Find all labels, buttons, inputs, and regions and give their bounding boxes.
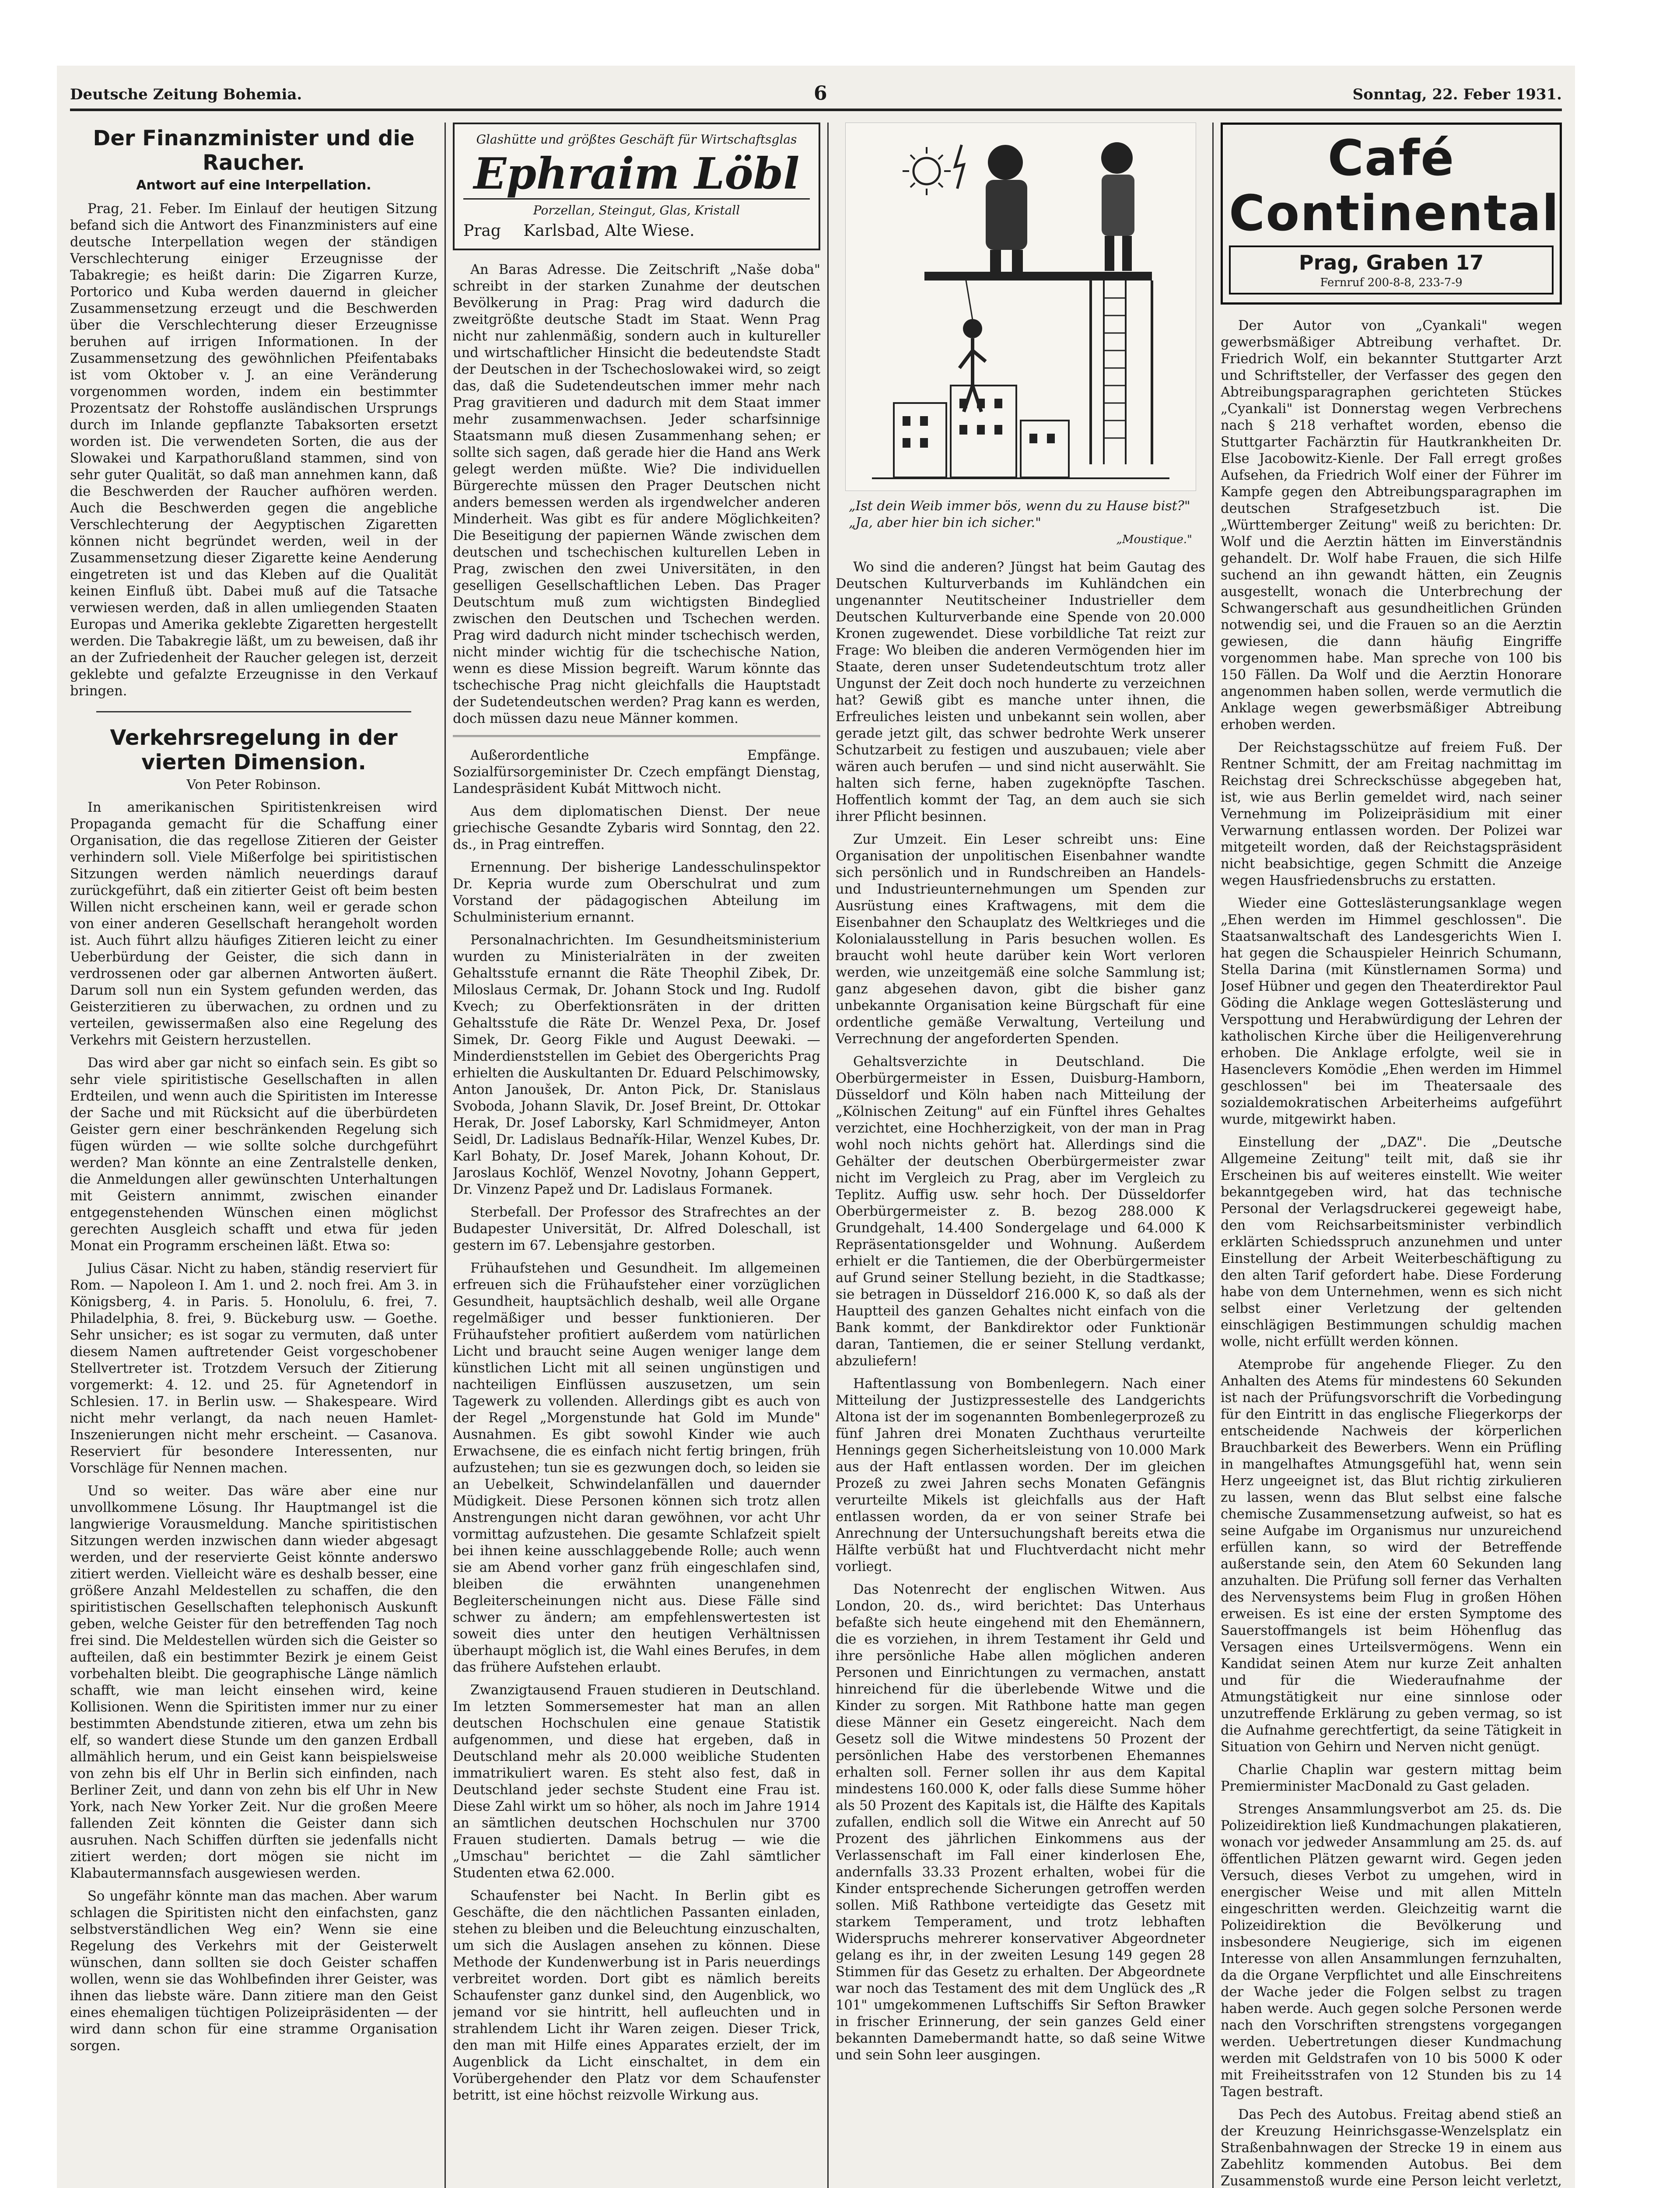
news-item: Gehaltsverzichte in Deutschland. Die Oberbürgermeister in Essen, Duisburg-Hamborn, Düsseldorf und Köln haben nach Mitteilung der „Kölnischen Zeitung" auf ein Fünftel ihres Gehaltes verzichtet, eine Hochherzigkeit, von der man in Prag wohl noch nichts gehört hat. Allerdings sind die Gehälter der deutschen Oberbürgermeister zwar nicht im Vergleich zu Prag, aber im Vergleich zu Teplitz. Auffig usw. sehr hoch. Der Düsseldorfer Oberbürgermeister z. B. bezog 288.000 K Grundgehalt, 14.400 Sondergelage und 64.000 K Repräsentationsgelder und Wohnung. Außerdem erhielt er die Tantiemen, die der Oberbürgermeister auf Grund seiner Stellung bezieht, in die Stadtkasse; sie betragen in Düsseldorf 216.000 K, so daß als der Hauptteil des ganzen Gehaltes nicht einfach von die Bank kommt, der Bankdirektor oder Funktionär daran, Tantiemen, die er seiner Stellung verdankt, abzuliefern! bbox=[836, 1054, 1205, 1369]
news-item: Aus dem diplomatischen Dienst. Der neue griechische Gesandte Zybaris wird Sonntag, den 22. ds., in Prag eintreffen. bbox=[453, 804, 820, 852]
article-byline: Von Peter Robinson. bbox=[186, 777, 321, 792]
ad-street: Karlsbad, Alte Wiese. bbox=[523, 222, 695, 240]
news-item: Ernennung. Der bisherige Landesschulinspektor Dr. Kepria wurde zum Oberschulrat und zum Vorstand der pädagogischen Abteilung im Schulministerium ernannt. bbox=[453, 860, 820, 925]
news-item: Sterbefall. Der Professor des Strafrechtes an der Budapester Universität, Dr. Alfred Doleschall, ist gestern im 67. Lebensjahre gestorben. bbox=[453, 1205, 820, 1253]
cartoon-caption: „Ist dein Weib immer bös, wenn du zu Hause bist?" „Ja, aber hier bin ich sicher." bbox=[849, 498, 1190, 530]
cafe-phone: Fernruf 200-8-8, 233-7-9 bbox=[1320, 276, 1463, 289]
article-divider bbox=[96, 711, 411, 712]
news-item: Wieder eine Gotteslästerungsanklage wegen „Ehen werden im Himmel geschlossen". Die Staatsanwaltschaft des Landesgerichts Wien I. hat gegen die Schauspieler Heinrich Schumann, Stella Darina (mit Künstlernamen Sorma) und Josef Hübner und gegen den Theaterdirektor Paul Göding die Anklage wegen Gotteslästerung und Verspottung und Herabwürdigung der Lehren der katholischen Kirche über die Heiligenverehrung erhoben. Die Anklage erfolgte, weil sie in Hasenclevers Komödie „Ehen werden im Himmel geschlossen" bei im Theatersaale des sozialdemokratischen Arbeiterheims aufgeführt wurde, mitgewirkt haben. bbox=[1221, 896, 1562, 1127]
news-item: Das Pech des Autobus. Freitag abend stieß an der Kreuzung Heinrichsgasse-Wenzelsplatz ein Straßenbahnwagen der Strecke 19 in einem aus Zabehlitz kommenden Autobus. Bei dem Zusammenstoß wurde eine Person leicht verletzt, bbox=[1221, 2107, 1562, 2188]
advertisement-loebl bbox=[453, 123, 820, 250]
news-item: Zur Umzeit. Ein Leser schreibt uns: Eine Organisation der unpolitischen Eisenbahner wandte sich persönlich und in Rundschreiben an Handels- und Industrieunternehmungen um Spenden zur Ausrüstung eines Kraftwagens, mit dem die Eisenbahner den Schauplatz des Weltkrieges und die Kolonialausstellung in Paris besuchen wollen. Es braucht wohl heute darüber kein Wort verloren werden, wie unzeitgemäß eine solche Sammlung ist; ganz abgesehen davon, gibt die bisher ganz unbekannte Organisation keine Bürgschaft für eine ordentliche gemäße Verwaltung, Verteilung und Verrechnung der angeforderten Spenden. bbox=[836, 832, 1205, 1047]
ad-products: Porzellan, Steingut, Glas, Kristall bbox=[533, 203, 740, 217]
cafe-address-box bbox=[1229, 245, 1554, 295]
article-title: Der Finanzminister und die Raucher. bbox=[93, 126, 415, 175]
news-item: Der Reichstagsschütze auf freiem Fuß. Der Rentner Schmitt, der am Freitag nachmittag im Reichstag drei Schreckschüsse abgegeben hat, ist, wie aus Berlin gemeldet wird, nach seiner Vernehmung im Polizeipräsidium mit einer Verwarnung entlassen worden. Der Polizei war mitgeteilt worden, daß der Reichstagspräsident nicht beabsichtige, gegen Schmitt die Anzeige wegen Hausfriedensbruchs zu erstatten. bbox=[1221, 740, 1562, 888]
item-divider bbox=[453, 735, 820, 737]
news-item: Das Notenrecht der englischen Witwen. Aus London, 20. ds., wird berichtet: Das Unterhaus befaßte sich heute eingehend mit den Ehemännern, die es vorziehen, in ihrem Testament ihr Geld und ihre persönliche Habe allen möglichen anderen Personen und Einrichtungen zu vermachen, anstatt hinreichend für die überlebende Witwe und die Kinder zu sorgen. Mit Rathbone hatte man gegen diese Männer ein Gesetz eingereicht. Nach dem Gesetz soll die Witwe mindestens 50 Prozent der persönlichen Habe des verstorbenen Ehemannes erhalten soll. Ferner sollen ihr aus dem Kapital mindestens 160.000 K, oder falls diese Summe höher als 50 Prozent des Kapitals ist, die Hälfte des Kapitals zufallen, endlich soll die Witwe ein Anrecht auf 50 Prozent des jährlichen Einkommens aus der Verlassenschaft im Fall einer kinderlosen Ehe, andernfalls 33.33 Prozent erhalten, wobei für die Kinder entsprechende Sicherungen getroffen werden sollen. Miß Rathbone verteidigte das Gesetz mit starkem Temperament, und trotz lebhaften Widerspruchs mehrerer konservativer Abgeordneter gelang es ihr, in der zweiten Lesung 149 gegen 28 Stimmen für das Gesetz zu erhalten. Der Abgeordnete war noch das Testament des mit dem Unglück des „R 101" umgekommenen Luftschiffs Sir Sefton Brawker in frischer Erinnerung, der sein ganzes Geld einer bekannten Damebermandt hatte, so daß seine Witwe und sein Sohn leer ausgingen. bbox=[836, 1582, 1205, 2063]
column-rule bbox=[1212, 123, 1214, 2188]
column-3 bbox=[836, 123, 1205, 2188]
news-item: Wo sind die anderen? Jüngst hat beim Gautag des Deutschen Kulturverbands im Kuhländchen ein ungenannter Neutitscheiner Industrieller dem Deutschen Kulturverbande eine Spende von 20.000 Kronen zugewendet. Diese vorbildliche Tat reizt zur Frage: Wo bleiben die anderen Vermögenden hier im Staate, deren unser Sudetendeutschtum trotz aller Ungunst der Zeit doch noch hunderte zu verzeichnen hat? Gewiß gibt es manche unter ihnen, die Erfreuliches leisten und unbekannt sein wollen, aber gerade jetzt gilt, das schwer bedrohte Werk unserer Schutzarbeit zu festigen und auszubauen; viele aber wären auch berufen — und sind nicht auserwählt. Sie halten sich ferne, haben zugeknöpfte Taschen. Hoffentlich kommt der Tag, an dem auch sie sich ihrer Pflicht besinnen. bbox=[836, 560, 1205, 824]
column-rule bbox=[827, 123, 829, 2188]
column-1 bbox=[70, 123, 438, 2188]
news-item: Außerordentliche Empfänge. Sozialfürsorgeminister Dr. Czech empfängt Dienstag, Landespräsident Kubát Mittwoch nicht. bbox=[453, 748, 820, 796]
article-paragraph: So ungefähr könnte man das machen. Aber warum schlagen die Spiritisten nicht den einfachsten, ganz selbstverständlichen Weg ein? Wenn sie eine Regelung des Verkehrs mit der Geisterwelt wünschen, dann sollten sie doch Geister schaffen wollen, wenn sie das Wohlbefinden ihrer Geister, was ihnen das liebste wäre. Dann zitiere man den Geist eines ehemaligen tüchtigen Polizeipräsidenten — der wird dann schon für eine stramme Organisation sorgen. bbox=[70, 1889, 438, 2054]
news-item: Charlie Chaplin war gestern mittag beim Premierminister MacDonald zu Gast geladen. bbox=[1221, 1762, 1562, 1794]
ad-tagline: Glashütte und größtes Geschäft für Wirtschaftsglas bbox=[476, 132, 797, 147]
article-paragraph: In amerikanischen Spiritistenkreisen wird Propaganda gemacht für die Schaffung einer Organisation, die das regellose Zitieren der Geister verhindern soll. Viele Mißerfolge bei spiritistischen Sitzungen werden nämlich neuerdings darauf zurückgeführt, daß ein zitierter Geist oft beim besten Willen nicht erscheinen kann, weil er gerade schon von einer anderen Gesellschaft herangeholt worden ist. Auch führt allzu häufiges Zitieren leicht zu einer Ueberbürdung der Geister, die sich dann in verdrossenen oder gar albernen Antworten äußert. Darum soll nun ein System gefunden werden, das Geisterzitieren zu überwachen, zu ordnen und zu verteilen, gewissermaßen also eine Regelung des Verkehrs mit Geistern herzustellen. bbox=[70, 800, 438, 1048]
news-item: An Baras Adresse. Die Zeitschrift „Naše doba" schreibt in der starken Zunahme der deutschen Bevölkerung in Prag: Prag wird dadurch die zweitgrößte deutsche Stadt im Staat. Wenn Prag nicht nur zahlenmäßig, sondern auch in kultureller und wirtschaftlicher Hinsicht die bedeutendste Stadt der Deutschen in der Tschechoslowakei wird, so zeigt das, daß die Sudetendeutschen immer mehr nach Prag gravitieren und dadurch mit dem Staat immer mehr zusammenwachsen. Jeder scharfsinnige Staatsmann muß diesen Zusammenhang sehen; er sollte sich sagen, daß gerade hier die Hand ans Werk gelegt werden müßte. Wie? Die individuellen Bürgerechte müssen den Prager Deutschen nicht anders bemessen werden als irgendwelcher anderen Minderheit. Was gibt es für andere Möglichkeiten? Die Beseitigung der papiernen Wände zwischen dem deutschen und tschechischen kulturellen Leben in Prag, zwischen den zwei Universitäten, in den geselligen Gesellschaftlichen Leben. Das Prager Deutschtum muß zum wichtigsten Bindeglied zwischen den Deutschen und Tschechen werden. Prag wird dadurch nicht minder tschechisch werden, nicht minder wichtig für die tschechische Nation, wenn es diese Mission begreift. Warum könnte das tschechische Prag nicht gleichfalls die Hauptstadt der Sudetendeutschen werden? Prag kann es werden, doch müssen dazu neue Männer kommen. bbox=[453, 262, 820, 726]
column-2 bbox=[453, 123, 820, 2188]
page-header bbox=[70, 82, 1562, 111]
article-paragraph: Julius Cäsar. Nicht zu haben, ständig reserviert für Rom. — Napoleon I. Am 1. und 2. noch frei. Am 3. in Königsberg, 4. in Paris. 5. Honolulu, 6. frei, 7. Philadelphia, 8. frei, 9. Bückeburg usw. — Goethe. Sehr unsicher; es ist sogar zu vermuten, daß unter diesem Namen auftretender Geist vorgeschobener Stellvertreter ist. Trotzdem Versuch der Zitierung vorgemerkt: 4. 12. und 25. für Agnetendorf in Schlesien. 17. in Berlin usw. — Shakespeare. Wird nicht mehr verlangt, da nach neuen Hamlet-Inszenierungen nicht mehr erscheint. — Casanova. Reserviert für besondere Interessenten, nur Vorschläge für Nennen machen. bbox=[70, 1261, 438, 1476]
column-rule bbox=[444, 123, 446, 2188]
news-item: Einstellung der „DAZ". Die „Deutsche Allgemeine Zeitung" teilt mit, daß sie ihr Erscheinen bis auf weiteres einstellt. Wie weiter bekanntgegeben wird, hat das technische Personal der Verlagsdruckerei gegeweigt habe, den vom Reichsarbeitsminister verbindlich erklärten Schiedsspruch anzunehmen und unter Einstellung der Arbeit Weiterbeschäftigung zu den alten Tarif gefordert habe. Diese Forderung habe von dem Unternehmen, wenn es sich nicht selbst einer Verletzung der geltenden einschlägigen Bestimmungen schuldig machen wolle, nicht erfüllt werden können. bbox=[1221, 1135, 1562, 1350]
cartoon bbox=[836, 123, 1205, 546]
advertisement-cafe-continental bbox=[1221, 123, 1562, 305]
news-item: Personalnachrichten. Im Gesundheitsministerium wurden zu Ministerialräten in der zweiten Gehaltsstufe ernannt die Räte Theophil Zibek, Dr. Miloslaus Cermak, Dr. Johann Stock und Ing. Rudolf Kvech; zu Oberfektionsräten in der dritten Gehaltsstufe die Räte Dr. Wenzel Pexa, Dr. Josef Simek, Dr. Georg Fikle und August Deewaki. — Minderdienststellen im Gebiet des Obergerichts Prag erhielten die Auskultanten Dr. Eduard Pelschimowsky, Anton Janoušek, Dr. Anton Pick, Dr. Stanislaus Svoboda, Johann Slavik, Dr. Josef Breint, Dr. Ottokar Herak, Dr. Josef Laborsky, Karl Schmidmeyer, Anton Seidl, Dr. Ladislaus Bednařík-Hilar, Wenzel Kubes, Dr. Karl Bohaty, Dr. Josef Marek, Johann Kohout, Dr. Jaroslaus Kochlöf, Wenzel Novotny, Johann Geppert, Dr. Vinzenz Papež und Dr. Ladislaus Formanek. bbox=[453, 933, 820, 1197]
news-item: Der Autor von „Cyankali" wegen gewerbsmäßiger Abtreibung verhaftet. Dr. Friedrich Wolf, ein bekannter Stuttgarter Arzt und Schriftsteller, der Verfasser des gegen den Abtreibungsparagraphen gerichteten Stückes „Cyankali" ist Donnerstag wegen Verbrechens nach § 218 verhaftet worden, ebenso die Stuttgarter Fachärztin für Hautkrankheiten Dr. Else Jacobowitz-Kienle. Der Fall erregt großes Aufsehen, da Friedrich Wolf einer der Führer im Kampfe gegen den Abtreibungsparagraphen im deutschen Strafgesetzbuch ist. Die „Württemberger Zeitung" weiß zu berichten: Dr. Wolf und die Aerztin hätten im Einverständnis gehandelt. Dr. Wolf habe Frauen, die sich Hilfe suchend an ihn gewandt hätten, ein Zeugnis ausgestellt, wonach die Unterbrechung der Schwangerschaft aus gesundheitlichen Gründen notwendig sei, und die Frauen so an die Aerztin gewiesen, die dann häufig Eingriffe vorgenommen habe. Man spreche von 100 bis 150 Fällen. Da Wolf und die Aerztin Honorare angenommen haben sollen, werde vermutlich die Anklage wegen gewerbsmäßiger Abtreibung erhoben werden. bbox=[1221, 318, 1562, 733]
cafe-name: Café Continental bbox=[1229, 130, 1560, 242]
cafe-location: Prag, Graben 17 bbox=[1298, 251, 1484, 274]
news-item: Haftentlassung von Bombenlegern. Nach einer Mitteilung der Justizpressestelle des Landgerichts Altona ist der im sogenannten Bombenlegerprozeß zu fünf Jahren drei Monaten Zuchthaus verurteilte Hennings gegen Sicherheitsleistung von 10.000 Mark aus der Haft entlassen worden. Der im gleichen Prozeß zu zwei Jahren sechs Monaten Gefängnis verurteilte Mikels ist gleichfalls aus der Haft entlassen worden, da er von seiner Strafe bei Anrechnung der Untersuchungshaft bereits etwa die Hälfte verbüßt hat und Fluchtverdacht nicht mehr vorliegt. bbox=[836, 1376, 1205, 1574]
news-item: Strenges Ansammlungsverbot am 25. ds. Die Polizeidirektion ließ Kundmachungen plakatieren, wonach vor jedweder Ansammlung am 25. ds. auf öffentlichen Plätzen gewarnt wird. Gegen jeden Versuch, dieses Verbot zu umgehen, wird in energischer Weise und mit allen Mitteln eingeschritten werden. Gleichzeitig warnt die Polizeidirektion die Bevölkerung und insbesondere Neugierige, sich im eigenen Interesse von allen Ansammlungen fernzuhalten, da die Organe Verpflichtet und alle Einschreitens der Wache jeder die Folgen selbst zu tragen haben werde. Auch gegen solche Personen werde nach den Vorschriften strengstens vorgegangen werden. Uebertretungen dieser Kundmachung werden mit Geldstrafen von 10 bis 5000 K oder mit Freiheitsstrafen von 12 Stunden bis zu 14 Tagen bestraft. bbox=[1221, 1802, 1562, 2100]
article-title: Verkehrsregelung in der vierten Dimension. bbox=[110, 726, 398, 775]
column-4 bbox=[1221, 123, 1562, 2188]
ad-city: Prag bbox=[463, 222, 501, 240]
article-paragraph: Prag, 21. Feber. Im Einlauf der heutigen Sitzung befand sich die Antwort des Finanzministers auf eine deutsche Interpellation wegen der ständigen Verschlechterung einiger Erzeugnisse der Tabakregie; es heißt darin: Die Zigarren Kurze, Portorico und Kuba werden dauernd in gleicher Zusammensetzung erzeugt und die Beschwerden über die Verschlechterung dieser Erzeugnisse beruhen auf irrigen Informationen. In der Zusammensetzung des gewöhnlichen Pfeifentabaks ist vom Oktober v. J. an eine Veränderung vorgenommen worden, indem ein bestimmter Prozentsatz der Rohstoffe ausländischen Ursprungs durch im Inlande gepflanzte Tabaksorten ersetzt worden ist. Die verwendeten Sorten, die aus der Slowakei und Karpathorußland stammen, sind von sehr guter Qualität, so daß man annehmen kann, daß die Beschwerden der Raucher aufhören werden. Auch die Beschwerden gegen die angebliche Verschlechterung der Aegyptischen Zigaretten können nicht begründet werden, weil in der Zusammensetzung dieser Zigarette keine Aenderung eingetreten ist und das Kleben auf die Qualität keinen Einfluß übt. Dabei muß auf die Tatsache verwiesen werden, daß in allen umliegenden Staaten Europas und Amerika geklebte Zigaretten hergestellt werden. Die Tabakregie läßt, um zu beweisen, daß ihr an der Zufriedenheit der Raucher gelegen ist, derzeit geklebte und gefalzte Erzeugnisse in den Verkauf bringen. bbox=[70, 201, 438, 699]
news-item: Atemprobe für angehende Flieger. Zu den Anhalten des Atems für mindestens 60 Sekunden ist nach der Prüfungsvorschrift die Vorbedingung für den Eintritt in das englische Fliegerkorps der entscheidende Nachweis der körperlichen Brauchbarkeit des Bewerbers. Wenn ein Prüfling in mangelhaftes Atmungsgefühl hat, wenn sein Herz ungeeignet ist, das Blut richtig zirkulieren zu lassen, wenn das Blut selbst eine falsche chemische Zusammensetzung aufweist, so hat es seine Aufgabe im Organismus nur unzureichend erfüllen kann, so wird der Betreffende außerstande sein, den Atem 60 Sekunden lang anzuhalten. Die Prüfung soll ferner das Verhalten des Nervensystems beim Flug in großen Höhen erweisen. Es ist eine der ersten Symptome des Sauerstoffmangels ist beim Höhenflug das Versagen eines Urteilsvermögens. Wenn ein Kandidat seinen Atem nur kurze Zeit anhalten und für die Wiederaufnahme der Atmungstätigkeit nur eine sinnlose oder unzutreffende Erklärung zu geben vermag, so ist die Aufnahme gerechtfertigt, da seine Tätigkeit in Situation von Gehirn und Nerven nicht genügt. bbox=[1221, 1357, 1562, 1755]
ad-address bbox=[463, 222, 810, 240]
news-item: Zwanzigtausend Frauen studieren in Deutschland. Im letzten Sommersemester hat man an allen deutschen Hochschulen eine genaue Statistik aufgenommen, und diese hat ergeben, daß in Deutschland mehr als 20.000 weibliche Studenten immatrikuliert waren. Es steht also fest, daß in Deutschland jeder sechste Student eine Frau ist. Diese Zahl wirkt um so höher, als noch im Jahre 1914 an sämtlichen deutschen Hochschulen nur 3700 Frauen studierten. Damals betrug — wie die „Umschau" berichtet — die Zahl sämtlicher Studenten etwa 62.000. bbox=[453, 1683, 820, 1881]
article-paragraph: Und so weiter. Das wäre aber eine nur unvollkommene Lösung. Ihr Hauptmangel ist die langwierige Vorausmeldung. Manche spiritistischen Sitzungen werden inzwischen dann wieder abgesagt werden, und der reservierte Geist könnte anderswo zitiert werden. Vielleicht wäre es deshalb besser, eine größere Anzahl Meldestellen zu schaffen, die den spiritistischen Gesellschaften telephonisch Auskunft geben, welche Geister für den betreffenden Tag noch frei sind. Die Meldestellen würden sich die Geister so aufteilen, daß ein bestimmter Bezirk je einem Geist vorbehalten bleibt. Die geographische Länge nämlich schafft, wie man leicht einsehen wird, keine Kollisionen. Wenn die Spiritisten immer nur zu einer bestimmten Abendstunde zitieren, etwa um zehn bis elf, so wandert diese Stunde um den ganzen Erdball allmählich herum, und ein Geist kann beispielsweise von zehn bis elf Uhr in Berlin sich einfinden, nach Berliner Zeit, und dann von zehn bis elf Uhr in New York, nach New Yorker Zeit. Nur die großen Meere fallenden Zeit könnten die Geister dann sich ausruhen. Nach Schiffen dürften sie jedenfalls nicht zitiert werden; dort mögen sie nicht im Klabautermannsfach ausgewiesen werden. bbox=[70, 1483, 438, 1881]
issue-date: Sonntag, 22. Feber 1931. bbox=[1352, 86, 1562, 103]
cartoon-credit: „Moustique." bbox=[1116, 533, 1192, 546]
article-paragraph: Das wird aber gar nicht so einfach sein. Es gibt so sehr viele spiritistische Gesellschaften in allen Erdteilen, und wenn auch die Spiritisten im Interesse der Sache und mit Rücksicht auf die überbürdeten Geister gern einer beschränkenden Regelung sich fügen würden — wie sollte solche durchgeführt werden? Man könnte an eine Zentralstelle denken, die Anmeldungen aller gewünschten Unterhaltungen mit Geistern annimmt, zwischen einander entgegenstehenden Wünschen einen möglichst gerechten Ausgleich schafft und etwa für jeden Monat ein Programm erscheinen läßt. Etwa so: bbox=[70, 1055, 438, 1254]
news-item: Schaufenster bei Nacht. In Berlin gibt es Geschäfte, die den nächtlichen Passanten einladen, stehen zu bleiben und die Beleuchtung einzuschalten, um sich die Auslagen ansehen zu können. Diese Methode der Kundenwerbung ist in Paris neuerdings verbreitet worden. Dort gibt es nämlich bereits Schaufenster ganz dunkel sind, den Augenblick, wo jemand vor sie hintritt, hell aufleuchten und in strahlendem Licht ihr Waren zeigen. Dieser Trick, den man mit Hilfe eines Apparates erzielt, der im Augenblick da Licht einschaltet, in dem ein Vorübergehender den Platz vor dem Schaufenster betritt, ist eine höchst reizvolle Wirkung aus. bbox=[453, 1888, 820, 2103]
cartoon-illustration bbox=[845, 123, 1196, 491]
newspaper-name: Deutsche Zeitung Bohemia. bbox=[70, 86, 302, 103]
ad-company-name: Ephraim Löbl bbox=[463, 150, 810, 200]
newspaper-page bbox=[57, 66, 1575, 2188]
page-number: 6 bbox=[814, 82, 827, 105]
news-item: Frühaufstehen und Gesundheit. Im allgemeinen erfreuen sich die Frühaufsteher einer vorzüglichen Gesundheit, hauptsächlich deshalb, weil alle Organe regelmäßiger und besser funktionieren. Der Frühaufsteher profitiert außerdem vom natürlichen Licht und braucht seine Augen weniger lange dem künstlichen Licht mit all seinen ungünstigen und nachteiligen Einflüssen auszusetzen, um sein Tagewerk zu vollenden. Allerdings gibt es auch von der Regel „Morgenstunde hat Gold im Munde" Ausnahmen. Es gibt sowohl Kinder wie auch Erwachsene, die es einfach nicht fertig bringen, früh aufzustehen; tun sie es gezwungen doch, so leiden sie an Uebelkeit, Schwindelanfällen und dauernder Müdigkeit. Diese Personen können sich trotz allen Anstrengungen nicht daran gewöhnen, vor acht Uhr vormittag aufzustehen. Die gesamte Schlafzeit spielt bei ihnen keine ausschlaggebende Rolle; auch wenn sie am Abend vorher ganz früh eingeschlafen sind, bleiben die erwähnten unangenehmen Begleiterscheinungen nicht aus. Diese Fälle sind schwer zu ändern; am empfehlenswertesten ist soweit dies unter den heutigen Verhältnissen überhaupt möglich ist, die Wahl eines Berufes, in dem das frühere Aufstehen erlaubt. bbox=[453, 1261, 820, 1675]
article-subtitle: Antwort auf eine Interpellation. bbox=[136, 178, 371, 193]
